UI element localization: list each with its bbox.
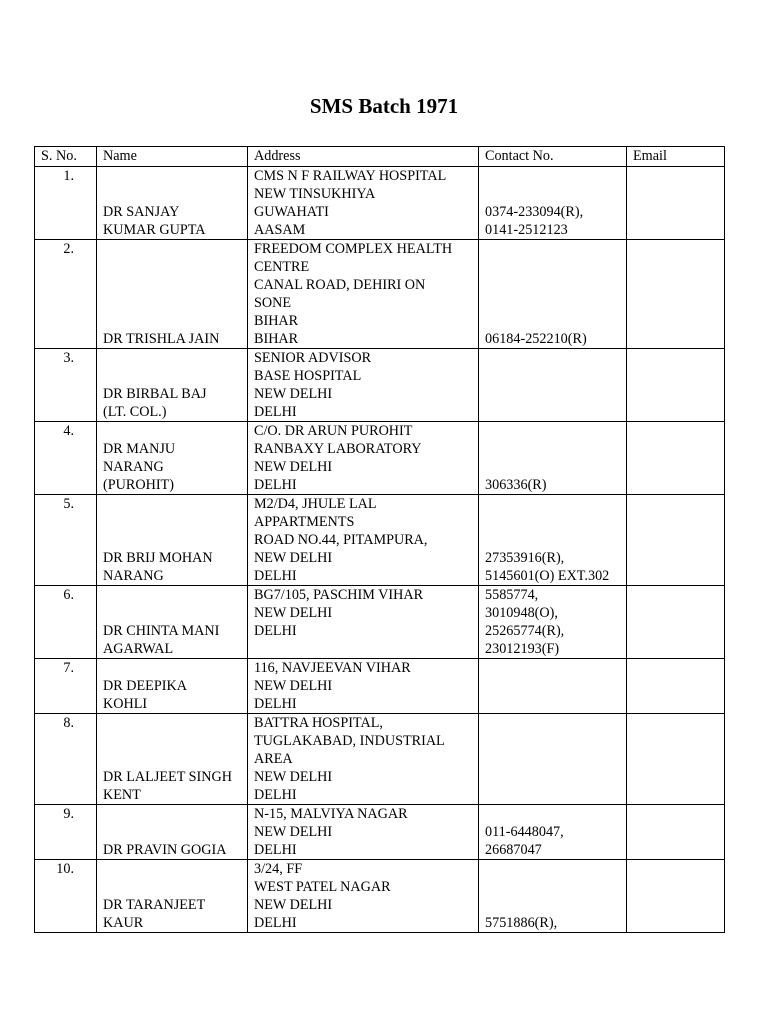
cell-sno: 1. — [35, 167, 97, 240]
cell-sno: 10. — [35, 860, 97, 933]
cell-name-line: DR DEEPIKA — [103, 678, 187, 694]
cell-address-line: DELHI — [254, 477, 297, 493]
cell-email — [627, 349, 725, 422]
cell-name-line: DR PRAVIN GOGIA — [103, 842, 227, 858]
column-header-sno: S. No. — [35, 147, 97, 167]
cell-name-line: DR MANJU — [103, 441, 176, 457]
cell-address-line: NEW DELHI — [254, 386, 333, 402]
cell-address — [248, 349, 479, 422]
cell-sno: 9. — [35, 805, 97, 860]
cell-email — [627, 659, 725, 714]
column-header-name: Name — [97, 147, 248, 167]
cell-sno: 2. — [35, 240, 97, 349]
table-row — [35, 714, 725, 805]
cell-address-line: WEST PATEL NAGAR — [254, 879, 391, 895]
cell-name — [97, 659, 248, 714]
cell-address-line: CANAL ROAD, DEHIRI ON — [254, 277, 426, 293]
column-header-contact: Contact No. — [479, 147, 627, 167]
table-row — [35, 349, 725, 422]
cell-name-line: AGARWAL — [103, 641, 174, 657]
cell-sno: 3. — [35, 349, 97, 422]
cell-email — [627, 240, 725, 349]
cell-sno: 5. — [35, 495, 97, 586]
cell-address-line: BIHAR — [254, 331, 299, 347]
table-row — [35, 240, 725, 349]
cell-address-line: AASAM — [254, 222, 306, 238]
cell-sno: 7. — [35, 659, 97, 714]
cell-name-line: DR BIRBAL BAJ — [103, 386, 207, 402]
cell-contact-line: 06184-252210(R) — [485, 331, 587, 347]
cell-address-line: TUGLAKABAD, INDUSTRIAL — [254, 733, 445, 749]
cell-address-line: BASE HOSPITAL — [254, 368, 362, 384]
cell-contact-line: 23012193(F) — [485, 641, 560, 657]
cell-contact-line: 3010948(O), — [485, 605, 558, 621]
cell-name — [97, 349, 248, 422]
cell-address — [248, 240, 479, 349]
cell-address-line: C/O. DR ARUN PUROHIT — [254, 423, 413, 439]
cell-contact — [479, 495, 627, 586]
column-header-email: Email — [627, 147, 725, 167]
cell-address — [248, 167, 479, 240]
cell-address-line: CMS N F RAILWAY HOSPITAL — [254, 168, 447, 184]
cell-address-line: NEW DELHI — [254, 824, 333, 840]
cell-address-line: RANBAXY LABORATORY — [254, 441, 422, 457]
cell-contact — [479, 586, 627, 659]
cell-sno: 8. — [35, 714, 97, 805]
table-row — [35, 495, 725, 586]
cell-contact-line: 0141-2512123 — [485, 222, 568, 238]
cell-contact — [479, 167, 627, 240]
cell-sno: 4. — [35, 422, 97, 495]
cell-address-line: AREA — [254, 751, 293, 767]
cell-address-line: FREEDOM COMPLEX HEALTH — [254, 241, 453, 257]
cell-address-line: SONE — [254, 295, 292, 311]
cell-name-line: DR BRIJ MOHAN — [103, 550, 213, 566]
cell-address-line: DELHI — [254, 787, 297, 803]
cell-address-line: 116, NAVJEEVAN VIHAR — [254, 660, 411, 676]
cell-address-line: M2/D4, JHULE LAL — [254, 496, 377, 512]
cell-address-line: DELHI — [254, 404, 297, 420]
cell-address-line: ROAD NO.44, PITAMPURA, — [254, 532, 428, 548]
table-row — [35, 805, 725, 860]
page-title: SMS Batch 1971 — [309, 94, 459, 118]
cell-name-line: DR CHINTA MANI — [103, 623, 220, 639]
cell-contact — [479, 805, 627, 860]
cell-contact-line: 306336(R) — [485, 477, 547, 493]
cell-email — [627, 586, 725, 659]
table-row — [35, 422, 725, 495]
cell-contact — [479, 422, 627, 495]
table-row — [35, 586, 725, 659]
cell-contact-line: 25265774(R), — [485, 623, 565, 639]
cell-contact-line: 5585774, — [485, 587, 539, 603]
cell-address — [248, 422, 479, 495]
cell-address-line: NEW DELHI — [254, 550, 333, 566]
cell-contact-line: 011-6448047, — [485, 824, 564, 840]
cell-name-line: (LT. COL.) — [103, 404, 167, 420]
cell-address-line: NEW DELHI — [254, 897, 333, 913]
cell-address-line: DELHI — [254, 568, 297, 584]
cell-address-line: CENTRE — [254, 259, 310, 275]
cell-name-line: KUMAR GUPTA — [103, 222, 206, 238]
cell-address-line: NEW DELHI — [254, 605, 333, 621]
cell-address — [248, 860, 479, 933]
cell-address-line: GUWAHATI — [254, 204, 329, 220]
table-row — [35, 659, 725, 714]
cell-address-line: BG7/105, PASCHIM VIHAR — [254, 587, 424, 603]
cell-name — [97, 714, 248, 805]
cell-name-line: DR LALJEET SINGH — [103, 769, 232, 785]
cell-address — [248, 659, 479, 714]
cell-email — [627, 495, 725, 586]
cell-address-line: N-15, MALVIYA NAGAR — [254, 806, 408, 822]
cell-name-line: KENT — [103, 787, 141, 803]
cell-name-line: NARANG — [103, 459, 164, 475]
cell-contact-line: 5751886(R), — [485, 915, 558, 931]
cell-name-line: KOHLI — [103, 696, 148, 712]
cell-name-line: KAUR — [103, 915, 144, 931]
cell-address — [248, 586, 479, 659]
cell-contact — [479, 860, 627, 933]
table-header-row — [35, 147, 725, 167]
cell-name — [97, 240, 248, 349]
cell-name-line: DR TRISHLA JAIN — [103, 331, 220, 347]
cell-name — [97, 167, 248, 240]
cell-address-line: DELHI — [254, 696, 297, 712]
cell-address-line: BIHAR — [254, 313, 299, 329]
cell-address-line: NEW TINSUKHIYA — [254, 186, 376, 202]
cell-address-line: DELHI — [254, 842, 297, 858]
cell-name-line: NARANG — [103, 568, 164, 584]
column-header-address: Address — [248, 147, 479, 167]
cell-contact-line: 5145601(O) EXT.302 — [485, 568, 610, 584]
cell-address — [248, 495, 479, 586]
cell-name — [97, 860, 248, 933]
cell-name — [97, 586, 248, 659]
cell-sno: 6. — [35, 586, 97, 659]
cell-address-line: DELHI — [254, 623, 297, 639]
cell-name — [97, 422, 248, 495]
cell-name-line: (PUROHIT) — [103, 477, 174, 493]
cell-address-line: BATTRA HOSPITAL, — [254, 715, 383, 731]
cell-address-line: NEW DELHI — [254, 459, 333, 475]
cell-name-line: DR TARANJEET — [103, 897, 206, 913]
cell-contact — [479, 240, 627, 349]
cell-address-line: NEW DELHI — [254, 769, 333, 785]
cell-email — [627, 714, 725, 805]
cell-contact — [479, 659, 627, 714]
table-row — [35, 860, 725, 933]
cell-email — [627, 422, 725, 495]
cell-contact — [479, 349, 627, 422]
cell-name — [97, 805, 248, 860]
cell-contact — [479, 714, 627, 805]
cell-name — [97, 495, 248, 586]
cell-address-line: SENIOR ADVISOR — [254, 350, 372, 366]
cell-email — [627, 167, 725, 240]
table-body — [35, 167, 725, 933]
cell-address-line: APPARTMENTS — [254, 514, 355, 530]
cell-address-line: 3/24, FF — [254, 861, 303, 877]
cell-email — [627, 860, 725, 933]
cell-name-line: DR SANJAY — [103, 204, 180, 220]
cell-address — [248, 714, 479, 805]
cell-email — [627, 805, 725, 860]
table-row — [35, 167, 725, 240]
cell-contact-line: 0374-233094(R), — [485, 204, 584, 220]
cell-address — [248, 805, 479, 860]
cell-address-line: NEW DELHI — [254, 678, 333, 694]
cell-contact-line: 26687047 — [485, 842, 542, 858]
cell-address-line: DELHI — [254, 915, 297, 931]
contacts-table — [34, 146, 725, 933]
cell-contact-line: 27353916(R), — [485, 550, 565, 566]
